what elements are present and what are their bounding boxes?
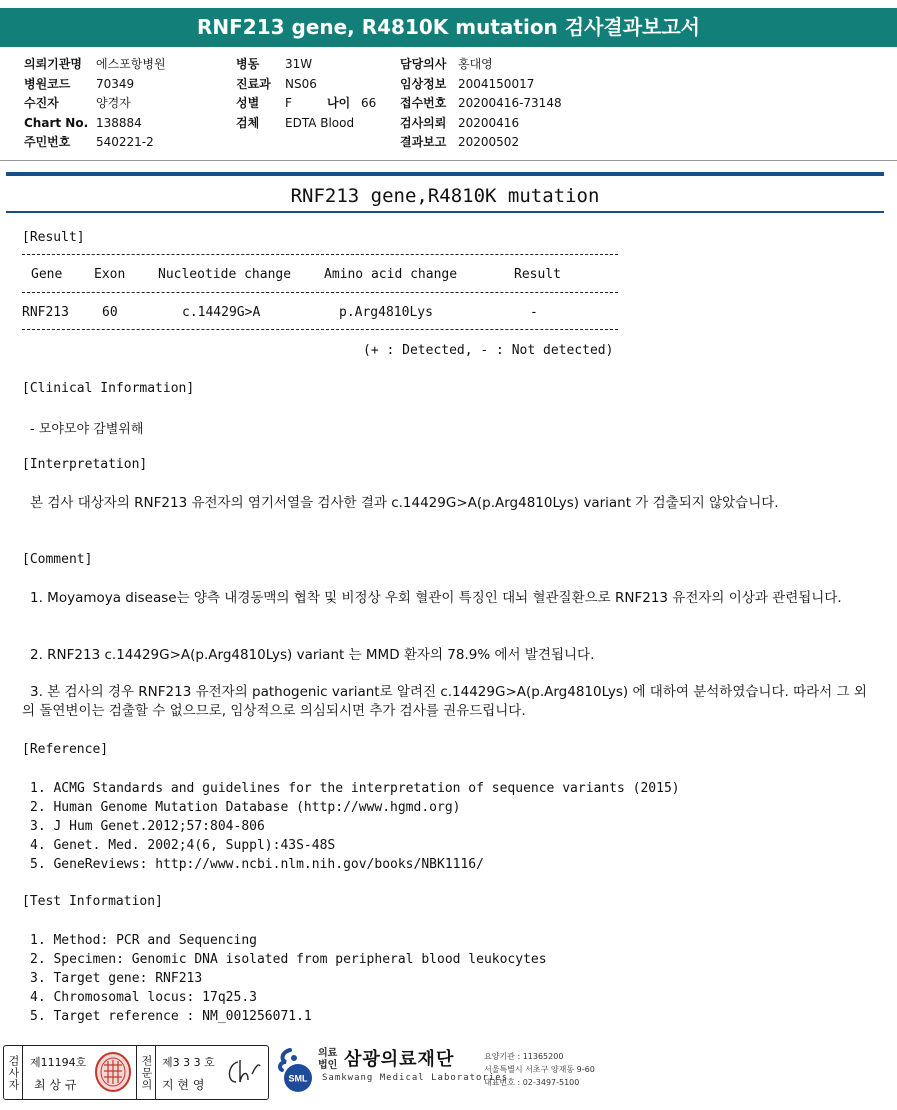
info-value: 에스포항병원 [96, 57, 166, 71]
age-value: 66 [361, 96, 377, 110]
handwritten-signature-icon [222, 1054, 264, 1090]
comment-item: 1. Moyamoya disease는 양측 내경동맥의 협착 및 비정상 우회 혈관이 특징인 대뇌 혈관질환으로 RNF213 유전자의 이상과 관련됩니다. [30, 590, 842, 606]
info-row [24, 94, 166, 114]
info-label: 의뢰기관명 [24, 57, 82, 71]
signature-box [3, 1045, 269, 1100]
reference-item: 3. J Hum Genet.2012;57:804-806 [30, 819, 265, 834]
inspector-name: 최 상 규 [34, 1078, 77, 1092]
info-value: 2004150017 [458, 76, 535, 91]
comment-item: 2. RNF213 c.14429G>A(p.Arg4810Lys) variant 는 MMD 환자의 78.9% 에서 발견됩니다. [30, 647, 595, 663]
clinical-heading: [Clinical Information] [22, 381, 195, 396]
info-label: 접수번호 [400, 96, 447, 110]
info-label: 수진자 [24, 96, 59, 110]
org-name: 삼광의료재단 [344, 1049, 455, 1070]
info-row [400, 114, 562, 134]
info-label: 검사의뢰 [400, 115, 447, 130]
specimen-value: EDTA Blood [285, 115, 355, 130]
divider-blue-bottom [6, 211, 884, 213]
org-prefix-line: 법인 [318, 1060, 338, 1071]
result-legend: (+ : Detected, - : Not detected) [363, 343, 614, 358]
test-info-list [30, 931, 547, 1026]
info-row [24, 55, 166, 75]
org-english-name: Samkwang Medical Laboratories [322, 1073, 509, 1083]
result-heading: [Result] [22, 230, 85, 245]
info-row [400, 94, 562, 114]
info-value: 20200502 [458, 135, 520, 149]
table-header-exon: Exon [94, 267, 126, 282]
specimen-label: 검체 [236, 115, 260, 130]
info-row [236, 114, 376, 134]
interpretation-text: 본 검사 대상자의 RNF213 유전자의 염기서열을 검사한 결과 c.14429G>A(p.Arg4810Lys) variant 가 검출되지 않았습니다. [30, 495, 779, 511]
info-label: 주민번호 [24, 135, 71, 149]
table-cell-gene: RNF213 [22, 305, 69, 320]
table-header-nucleotide: Nucleotide change [158, 267, 292, 282]
org-code: 요양기관 : 11365200 [484, 1052, 564, 1061]
divider [0, 160, 897, 161]
patient-info-col1 [24, 55, 166, 153]
reference-heading: [Reference] [22, 742, 109, 757]
org-contact-info [484, 1050, 595, 1089]
org-prefix [318, 1048, 337, 1072]
dashed-rule [22, 254, 618, 255]
sex-value: F [285, 96, 292, 110]
official-seal-icon [94, 1051, 132, 1093]
ward-label: 병동 [236, 57, 260, 71]
divider-blue-top [6, 172, 884, 176]
specialist-number: 제3 3 3 호 [162, 1056, 215, 1069]
table-cell-exon: 60 [102, 305, 118, 320]
patient-info-col3 [400, 55, 562, 153]
info-row [236, 94, 376, 114]
info-row [400, 75, 562, 95]
report-subtitle: RNF213 gene,R4810K mutation [290, 185, 600, 207]
comment-item: 3. 본 검사의 경우 RNF213 유전자의 pathogenic variant로 알려진 c.14429G>A(p.Arg4810Lys) 에 대하여 분석하였습니다. 따라서 그 외의 돌연변이는 검출할 수 없으므로, 임상적으로 의심되시면 추가 검사를 권유드립니다. [22, 684, 867, 719]
test-info-item: 2. Specimen: Genomic DNA isolated from peripheral blood leukocytes [30, 952, 547, 967]
ward-value: 31W [285, 57, 313, 71]
dashed-rule [22, 292, 618, 293]
info-value: 70349 [96, 76, 135, 91]
info-label: 임상정보 [400, 76, 447, 91]
table-cell-amino-acid: p.Arg4810Lys [339, 305, 433, 320]
table-header-amino-acid: Amino acid change [324, 267, 458, 282]
report-title-bar: RNF213 gene, R4810K mutation 검사결과보고서 [0, 8, 897, 47]
table-header-result: Result [514, 267, 561, 282]
info-row [24, 75, 166, 95]
info-row [236, 75, 376, 95]
sml-logo-icon [270, 1046, 318, 1094]
inspector-number: 제11194호 [30, 1056, 87, 1069]
age-label: 나이 [327, 96, 351, 110]
reference-item: 4. Genet. Med. 2002;4(6, Suppl):43S-48S [30, 838, 336, 853]
table-cell-nucleotide: c.14429G>A [182, 305, 261, 320]
info-value: 138884 [96, 115, 142, 130]
specialist-label: 전문의 [136, 1046, 156, 1099]
sex-label: 성별 [236, 96, 260, 110]
info-row [236, 55, 376, 75]
org-prefix-line: 의료 [318, 1048, 338, 1059]
test-info-heading: [Test Information] [22, 894, 163, 909]
info-label: Chart No. [24, 115, 89, 130]
test-info-item: 5. Target reference : NM_001256071.1 [30, 1009, 312, 1024]
info-row [400, 133, 562, 153]
dashed-rule [22, 329, 618, 330]
info-value: 540221-2 [96, 135, 154, 149]
info-row [400, 55, 562, 75]
test-info-item: 3. Target gene: RNF213 [30, 971, 203, 986]
interpretation-heading: [Interpretation] [22, 457, 148, 472]
reference-item: 2. Human Genome Mutation Database (http://www.hgmd.org) [30, 800, 461, 815]
org-phone: 대표번호 : 02-3497-5100 [484, 1078, 580, 1087]
comment-heading: [Comment] [22, 552, 93, 567]
reference-item: 5. GeneReviews: http://www.ncbi.nlm.nih.gov/books/NBK1116/ [30, 857, 484, 872]
info-label: 담당의사 [400, 57, 447, 71]
table-header-gene: Gene [31, 267, 63, 282]
dept-value: NS06 [285, 76, 317, 91]
test-info-item: 4. Chromosomal locus: 17q25.3 [30, 990, 257, 1005]
logo-text: SML [288, 1073, 308, 1084]
reference-item: 1. ACMG Standards and guidelines for the interpretation of sequence variants (2015) [30, 781, 680, 796]
info-value: 양경자 [96, 96, 131, 110]
info-row [24, 114, 166, 134]
info-value: 20200416 [458, 115, 520, 130]
specialist-name: 지 현 영 [162, 1078, 205, 1092]
info-value: 20200416-73148 [458, 96, 562, 110]
info-row [24, 133, 166, 153]
table-cell-result: - [530, 305, 538, 320]
info-value: 홍대영 [458, 57, 493, 71]
test-info-item: 1. Method: PCR and Sequencing [30, 933, 257, 948]
clinical-text: - 모야모야 감별위해 [30, 422, 144, 437]
patient-info-col2 [236, 55, 376, 133]
inspector-label: 검사자 [4, 1046, 23, 1099]
info-label: 결과보고 [400, 135, 447, 149]
org-address: 서울특별시 서초구 양재동 9-60 [484, 1065, 595, 1074]
dept-label: 진료과 [236, 76, 271, 91]
info-label: 병원코드 [24, 76, 71, 91]
reference-list [30, 779, 680, 874]
